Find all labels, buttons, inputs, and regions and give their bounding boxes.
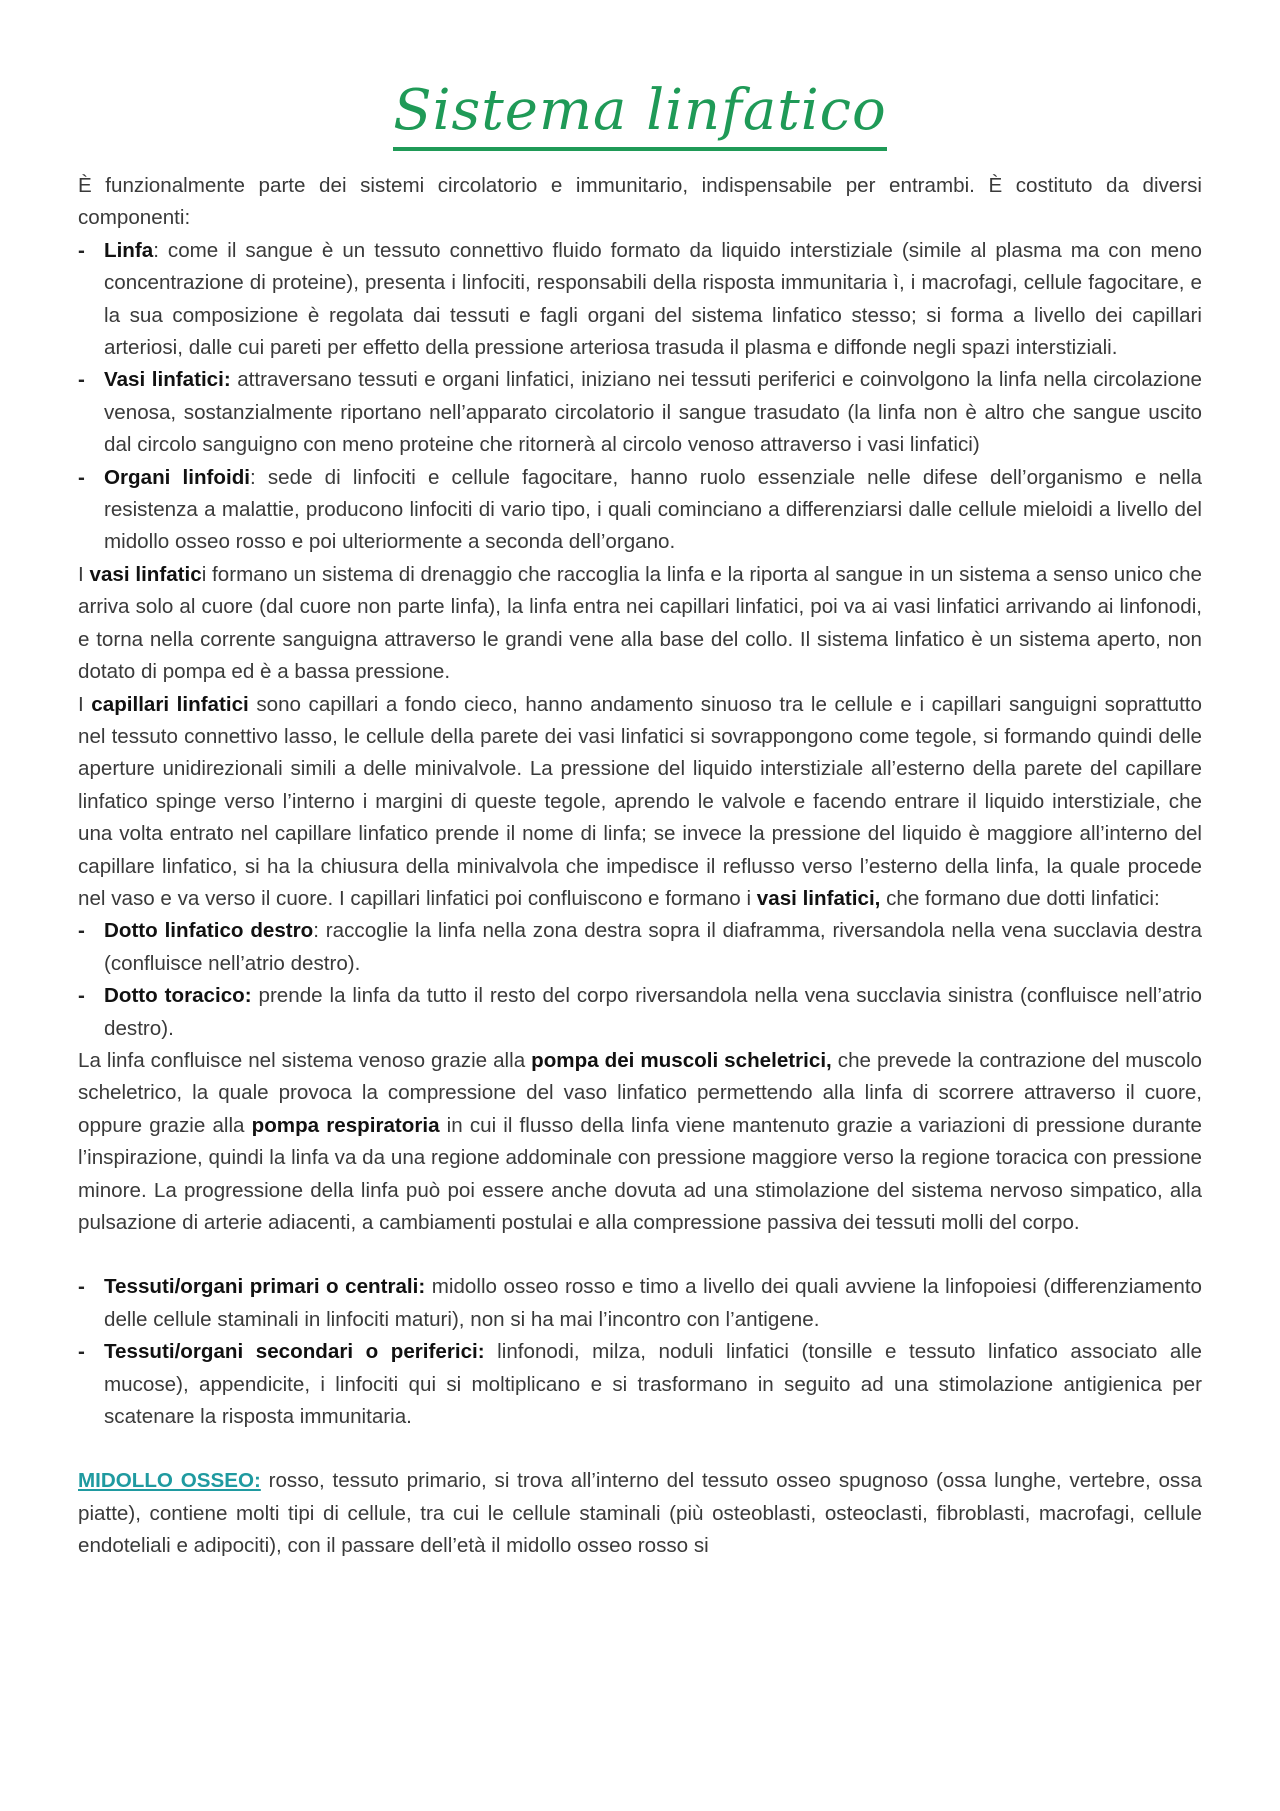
document-body [78,170,1202,1563]
spacer [78,1239,1202,1271]
pompa-paragraph: La linfa confluisce nel sistema venoso grazie alla pompa dei muscoli scheletrici, che prevede la contrazione del muscolo scheletrico, la quale provoca la compressione del vaso linfatico permettendo alla linfa di scorrere attraverso il cuore, oppure grazie alla pompa respiratoria in cui il flusso della linfa viene mantenuto grazie a variazioni di pressione durante l’inspirazione, quindi la linfa va da una regione addominale con pressione maggiore verso la regione toracica con pressione minore. La progressione della linfa può poi essere anche dovuta ad una stimolazione del sistema nervoso simpatico, alla pulsazione di arterie adiacenti, a cambiamenti postulai e alla compressione passiva dei tessuti molli del corpo. [78,1048,1202,1234]
spacer [78,1433,1202,1465]
list-item: - Linfa: come il sangue è un tessuto connettivo fluido formato da liquido interstiziale (simile al plasma ma con meno concentrazione di proteine), presenta i linfociti, responsabili della risposta immunitaria ì, i macrofagi, cellule fagocitare, e la sua composizione è regolata dai tessuti e fagli organi del sistema linfatico stesso; si forma a livello dei capillari arteriosi, dalle cui pareti per effetto della pressione arteriosa trasuda il plasma e diffonde negli spazi interstiziali. [78,235,1202,365]
list-item: - Vasi linfatici: attraversano tessuti e organi linfatici, iniziano nei tessuti periferici e coinvolgono la linfa nella circolazione venosa, sostanzialmente riportano nell’apparato circolatorio il sangue trasudato (la linfa non è altro che sangue uscito dal circolo sanguigno con meno proteine che ritornerà al circolo venoso attraverso i vasi linfatici) [78,364,1202,461]
dotti-list [78,915,1202,1045]
list-item: - Organi linfoidi: sede di linfociti e cellule fagocitare, hanno ruolo essenziale nelle difese dell’organismo e nella resistenza a malattie, producono linfociti di vario tipo, i quali cominciano a differenziarsi dalle cellule mieloidi a livello del midollo osseo rosso e poi ulteriormente a seconda dell’organo. [78,462,1202,559]
tessuti-list [78,1271,1202,1433]
page-title: Sistema linfatico [0,78,1280,151]
vasi-paragraph: I vasi linfatici formano un sistema di drenaggio che raccoglia la linfa e la riporta al sangue in un sistema a senso unico che arriva solo al cuore (dal cuore non parte linfa), la linfa entra nei capillari linfatici, poi va ai vasi linfatici arrivando ai linfonodi, e torna nella corrente sanguigna attraverso le grandi vene alla base del collo. Il sistema linfatico è un sistema aperto, non dotato di pompa ed è a bassa pressione. [78,562,1203,684]
list-item: - Dotto toracico: prende la linfa da tutto il resto del corpo riversandola nella vena succlavia sinistra (confluisce nell’atrio destro). [78,980,1202,1045]
list-item: - Tessuti/organi primari o centrali: midollo osseo rosso e timo a livello dei quali avviene la linfopoiesi (differenziamento delle cellule staminali in linfociti maturi), non si ha mai l’incontro con l’antigene. [78,1271,1202,1336]
components-list [78,235,1202,559]
intro-paragraph: È funzionalmente parte dei sistemi circolatorio e immunitario, indispensabile per entrambi. È costituto da diversi componenti: [78,174,1202,230]
section-heading: MIDOLLO OSSEO: [78,1469,261,1493]
list-item: - Tessuti/organi secondari o periferici: linfonodi, milza, noduli linfatici (tonsille e tessuto linfatico associato alle mucose), appendicite, i linfociti qui si moltiplicano e si trasformano in seguito ad una stimolazione antigienica per scatenare la risposta immunitaria. [78,1336,1202,1433]
capillari-paragraph: I capillari linfatici sono capillari a fondo cieco, hanno andamento sinuoso tra le cellule e i capillari sanguigni soprattutto nel tessuto connettivo lasso, le cellule della parete dei vasi linfatici si sovrappongono come tegole, si formando quindi delle aperture unidirezionali simili a delle minivalvole. La pressione del liquido interstiziale all’esterno della parete del capillare linfatico spinge verso l’interno i margini di queste tegole, aprendo le valvole e facendo entrare il liquido interstiziale, che una volta entrato nel capillare linfatico prende il nome di linfa; se invece la pressione del liquido è maggiore all’interno del capillare linfatico, si ha la chiusura della minivalvola che impedisce il reflusso verso l’esterno della linfa, la quale procede nel vaso e va verso il cuore. I capillari linfatici poi confluiscono e formano i vasi linfatici, che formano due dotti linfatici: [78,692,1202,910]
midollo-paragraph: MIDOLLO OSSEO: rosso, tessuto primario, si trova all’interno del tessuto osseo spugnoso (ossa lunghe, vertebre, ossa piatte), contiene molti tipi di cellule, tra cui le cellule staminali (più osteoblasti, osteoclasti, fibroblasti, macrofagi, cellule endoteliali e adipociti), con il passare dell’età il midollo osseo rosso si [78,1469,1202,1558]
list-item: - Dotto linfatico destro: raccoglie la linfa nella zona destra sopra il diaframma, riversandola nella vena succlavia destra (confluisce nell’atrio destro). [78,915,1202,980]
